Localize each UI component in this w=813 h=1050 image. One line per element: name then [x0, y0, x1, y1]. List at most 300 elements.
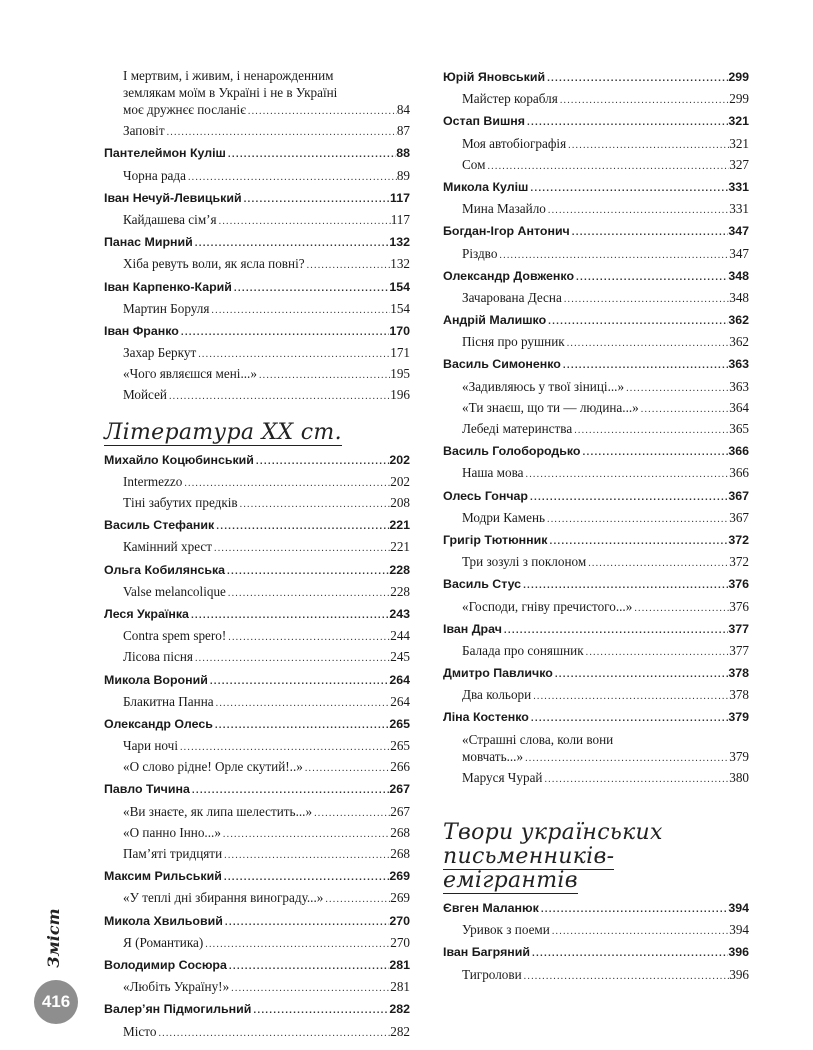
toc-author-entry[interactable] — [443, 442, 749, 465]
toc-work-entry[interactable] — [443, 749, 749, 770]
toc-author-entry[interactable] — [443, 311, 749, 334]
work-title: Я (Романтика) — [123, 934, 204, 950]
toc-work-entry[interactable] — [104, 387, 410, 408]
dot-leader — [530, 948, 728, 959]
dot-leader — [561, 360, 728, 371]
toc-right-section-list — [443, 899, 749, 988]
dot-leader — [223, 917, 389, 928]
dot-leader — [566, 140, 729, 151]
page-number: 367 — [729, 509, 749, 525]
author-name: Валер’ян Підмогильний — [104, 1002, 252, 1017]
author-name: Олександр Довженко — [443, 268, 575, 283]
page-number: 267 — [389, 782, 410, 797]
page-number: 299 — [729, 91, 749, 107]
author-name: Пантелеймон Куліш — [104, 146, 226, 161]
page-number: 196 — [390, 387, 410, 403]
page-number: 377 — [728, 621, 749, 636]
work-title: Три зозулі з поклоном — [462, 554, 587, 570]
work-title: Хіба ревуть воли, як ясла повні? — [123, 256, 305, 272]
page-number: 269 — [390, 890, 410, 906]
dot-leader — [305, 260, 391, 271]
work-title: Valse melancolique — [123, 583, 226, 599]
dot-leader — [193, 238, 390, 249]
toc-work-entry[interactable] — [104, 628, 410, 649]
page-number: 363 — [728, 357, 749, 372]
toc-author-entry[interactable] — [104, 451, 410, 474]
toc-work-entry[interactable] — [443, 554, 749, 575]
work-title: «О панно Інно...» — [123, 824, 221, 840]
section-title-20th-century — [104, 421, 410, 445]
toc-work-entry[interactable] — [443, 246, 749, 267]
dot-leader — [546, 316, 728, 327]
dot-leader — [226, 588, 390, 599]
page-number: 281 — [389, 957, 410, 972]
dot-leader — [242, 194, 390, 205]
toc-author-entry[interactable] — [443, 267, 749, 290]
dot-leader — [528, 183, 728, 194]
toc-entry-title: землякам моїм в Україні і не в Україні — [123, 85, 338, 100]
page-number: 265 — [389, 716, 410, 731]
toc-work-entry[interactable] — [104, 804, 410, 825]
dot-leader — [232, 283, 389, 294]
dot-leader — [229, 983, 390, 994]
work-title: «Ти знаєш, що ти — людина...» — [462, 399, 639, 415]
toc-author-entry[interactable] — [443, 112, 749, 135]
page-number: 87 — [396, 123, 410, 139]
dot-leader — [624, 383, 729, 394]
dot-leader — [226, 149, 396, 160]
dot-leader — [303, 763, 390, 774]
dot-leader — [178, 742, 390, 753]
dot-leader — [502, 625, 728, 636]
dot-leader — [209, 305, 390, 316]
work-title: Захар Беркут — [123, 345, 197, 361]
toc-author-entry[interactable] — [443, 943, 749, 966]
work-title: Лебеді материнства — [462, 421, 573, 436]
dot-leader — [528, 492, 728, 503]
page-number: 265 — [390, 738, 410, 754]
toc-work-entry[interactable] — [104, 495, 410, 516]
page-number: 245 — [390, 649, 410, 665]
author-name: Максим Рильський — [104, 869, 222, 884]
toc-work-entry[interactable] — [443, 379, 749, 400]
toc-author-entry[interactable] — [443, 178, 749, 201]
dot-leader — [196, 349, 390, 360]
work-title: Камінний хрест — [123, 539, 212, 555]
toc-author-entry[interactable] — [443, 355, 749, 378]
toc-work-entry[interactable] — [443, 334, 749, 355]
toc-right-top-list — [443, 68, 749, 791]
dot-leader — [545, 514, 729, 525]
author-name: Євген Маланюк — [443, 901, 539, 915]
page-number: 376 — [729, 598, 749, 614]
page-number: 321 — [728, 114, 749, 129]
toc-work-entry[interactable] — [104, 694, 410, 715]
toc-entry-title-line — [104, 85, 410, 102]
toc-work-entry[interactable] — [104, 123, 410, 144]
page-number: 376 — [728, 577, 749, 592]
dot-leader — [539, 904, 729, 915]
author-name: Олесь Гончар — [443, 488, 528, 503]
toc-work-entry[interactable] — [443, 465, 749, 486]
toc-entry-title: «Страшні слова, коли вони — [462, 731, 614, 747]
author-name: Іван Нечуй-Левицький — [104, 190, 242, 205]
toc-work-entry[interactable] — [443, 922, 749, 943]
dot-leader — [584, 647, 730, 658]
page-number: 154 — [389, 279, 410, 294]
dot-leader — [550, 926, 729, 937]
toc-work-entry[interactable] — [104, 301, 410, 322]
toc-entry-title: І мертвим, і живим, і ненарожденним — [123, 68, 334, 83]
dot-leader — [497, 250, 729, 261]
toc-work-entry[interactable] — [104, 366, 410, 387]
toc-author-entry[interactable] — [104, 715, 410, 738]
dot-leader — [586, 558, 729, 569]
author-name: Василь Симоненко — [443, 357, 561, 372]
dot-leader — [208, 676, 389, 687]
page-number: 367 — [728, 488, 749, 503]
dot-leader — [632, 603, 729, 614]
dot-leader — [189, 610, 389, 621]
work-title: Уривок з поеми — [462, 922, 550, 938]
dot-leader — [257, 370, 390, 381]
author-name: Леся Українка — [104, 606, 189, 621]
work-title: Тіні забутих предків — [123, 495, 238, 510]
page-number: 379 — [729, 748, 749, 764]
work-title: Пісня про рушник — [462, 334, 565, 350]
toc-entry-title-line — [443, 732, 749, 749]
toc-work-entry[interactable] — [443, 290, 749, 311]
toc-author-entry[interactable] — [443, 222, 749, 245]
toc-left-column — [104, 68, 410, 1045]
dot-leader — [203, 939, 390, 950]
toc-author-entry[interactable] — [104, 144, 410, 167]
page-number: 244 — [390, 628, 410, 644]
work-title: мовчать...» — [462, 748, 524, 764]
dot-leader — [246, 106, 397, 117]
toc-work-entry[interactable] — [443, 421, 749, 442]
dot-leader — [214, 698, 391, 709]
dot-leader — [522, 971, 730, 982]
toc-work-entry[interactable] — [104, 168, 410, 189]
toc-author-entry[interactable] — [104, 605, 410, 628]
dot-leader — [167, 391, 390, 402]
page-number: 270 — [389, 913, 410, 928]
page-number: 117 — [390, 190, 410, 205]
dot-leader — [545, 73, 728, 84]
dot-leader — [225, 566, 389, 577]
page-number: 228 — [390, 583, 410, 599]
toc-work-entry[interactable] — [443, 157, 749, 178]
page-number-badge: 416 — [34, 980, 78, 1024]
work-title: Два кольори — [462, 687, 532, 703]
work-title: Моя автобіографія — [462, 135, 567, 151]
work-title: Різдво — [462, 245, 498, 261]
author-name: Григір Тютюнник — [443, 532, 548, 547]
page-number: 378 — [729, 687, 749, 703]
page-number: 394 — [728, 901, 749, 915]
toc-work-entry[interactable] — [443, 510, 749, 531]
toc-work-entry[interactable] — [104, 539, 410, 560]
dot-leader — [312, 808, 390, 819]
page-number: 364 — [729, 399, 749, 415]
page-number: 327 — [729, 156, 749, 172]
page-number: 117 — [390, 211, 410, 227]
work-title: Contra spem spero! — [123, 628, 227, 644]
dot-leader — [558, 95, 729, 106]
page-number: 281 — [390, 979, 410, 995]
page-number: 170 — [389, 323, 410, 338]
page-number: 270 — [390, 934, 410, 950]
dot-leader — [227, 961, 389, 972]
author-name: Юрій Яновський — [443, 70, 546, 84]
work-title: Блакитна Панна — [123, 693, 214, 709]
dot-leader — [581, 447, 729, 458]
page-number: 268 — [390, 846, 410, 861]
toc-work-entry[interactable] — [104, 584, 410, 605]
dot-leader — [323, 894, 390, 905]
work-title: «Господи, гніву пречистого...» — [462, 598, 633, 614]
page-number: 331 — [728, 179, 749, 194]
page-number: 171 — [390, 345, 410, 361]
page-number: 396 — [728, 945, 749, 960]
work-title: Лісова пісня — [123, 649, 193, 665]
dot-leader — [639, 404, 729, 415]
toc-author-entry[interactable] — [104, 956, 410, 979]
toc-author-entry[interactable] — [104, 1000, 410, 1023]
toc-work-entry[interactable] — [104, 846, 410, 867]
toc-work-entry[interactable] — [104, 474, 410, 495]
toc-author-entry[interactable] — [443, 531, 749, 554]
toc-author-entry[interactable] — [443, 68, 749, 91]
author-name: Іван Франко — [104, 323, 179, 338]
toc-work-entry[interactable] — [104, 759, 410, 780]
toc-work-entry[interactable] — [104, 256, 410, 277]
work-title: Чари ночі — [123, 738, 178, 754]
dot-leader — [529, 713, 728, 724]
toc-author-entry[interactable] — [104, 189, 410, 212]
toc-author-entry[interactable] — [104, 867, 410, 890]
toc-work-entry[interactable] — [104, 890, 410, 911]
page-number: 221 — [389, 518, 410, 533]
toc-left-top-list — [104, 68, 410, 409]
section-title-emigrants — [443, 821, 749, 893]
work-title: Кайдашева сім’я — [123, 211, 217, 227]
page-number: 347 — [728, 224, 749, 239]
page-number: 377 — [729, 642, 749, 658]
author-name: Микола Хвильовий — [104, 913, 223, 928]
dot-leader — [524, 469, 730, 480]
dot-leader — [221, 829, 390, 840]
page-number: 267 — [390, 803, 410, 819]
page-number: 89 — [396, 167, 410, 183]
page-number: 378 — [728, 666, 749, 681]
dot-leader — [553, 669, 729, 680]
work-title: Наша мова — [462, 465, 524, 481]
toc-work-entry[interactable] — [104, 649, 410, 670]
toc-work-entry[interactable] — [104, 935, 410, 956]
work-title: Чорна рада — [123, 167, 186, 183]
page-number: 243 — [389, 606, 410, 621]
author-name: Василь Стус — [443, 577, 522, 592]
toc-work-entry[interactable] — [443, 687, 749, 708]
page-number: 348 — [729, 289, 749, 305]
dot-leader — [217, 216, 391, 227]
page-number: 132 — [390, 256, 410, 272]
work-title: Заповіт — [123, 123, 165, 139]
page-number: 264 — [389, 672, 410, 687]
author-name: Павло Тичина — [104, 782, 190, 797]
page-number: 362 — [729, 334, 749, 350]
dot-leader — [251, 1005, 389, 1016]
work-title: Мартин Боруля — [123, 300, 210, 316]
toc-author-entry[interactable] — [104, 671, 410, 694]
section-title-text: Література ХХ ст. — [104, 419, 342, 445]
dot-leader — [156, 1028, 390, 1039]
toc-left-section-list — [104, 451, 410, 1045]
author-name: Микола Вороний — [104, 672, 208, 687]
work-title: Балада про соняшник — [462, 642, 584, 658]
toc-work-entry[interactable] — [443, 599, 749, 620]
dot-leader — [179, 327, 389, 338]
work-title: Тигролови — [462, 966, 522, 982]
dot-leader — [547, 536, 728, 547]
toc-author-entry[interactable] — [104, 780, 410, 803]
author-name: Іван Багряний — [443, 945, 531, 960]
dot-leader — [226, 632, 390, 643]
toc-work-entry[interactable] — [443, 770, 749, 791]
page-number: 228 — [389, 562, 410, 577]
toc-author-entry[interactable] — [443, 899, 749, 922]
page-number: 202 — [389, 452, 410, 467]
dot-leader — [574, 272, 728, 283]
work-title: Intermezzo — [123, 473, 183, 489]
author-name: Андрій Малишко — [443, 313, 547, 328]
page-number: 132 — [389, 235, 410, 250]
toc-work-entry[interactable] — [104, 825, 410, 846]
toc-work-entry[interactable] — [443, 91, 749, 112]
dot-leader — [521, 580, 728, 591]
page-number: 396 — [729, 966, 749, 982]
work-title: «У теплі дні збирання винограду...» — [123, 890, 324, 906]
toc-author-entry[interactable] — [104, 322, 410, 345]
work-title: Майстер корабля — [462, 91, 558, 107]
toc-author-entry[interactable] — [104, 561, 410, 584]
dot-leader — [222, 872, 389, 883]
page-number: 269 — [389, 869, 410, 884]
work-title: Модри Камень — [462, 509, 546, 525]
dot-leader — [213, 720, 389, 731]
toc-author-entry[interactable] — [443, 487, 749, 510]
work-title: «Задивляюсь у твої зіниці...» — [462, 378, 625, 394]
dot-leader — [254, 456, 389, 467]
side-section-label: Зміст — [44, 908, 63, 968]
author-name: Панас Мирний — [104, 235, 193, 250]
toc-author-entry[interactable] — [443, 664, 749, 687]
author-name: Ліна Костенко — [443, 710, 529, 725]
page-number: 372 — [728, 532, 749, 547]
dot-leader — [222, 850, 390, 861]
work-title: Зачарована Десна — [462, 289, 562, 305]
toc-work-entry[interactable] — [443, 400, 749, 421]
toc-work-entry[interactable] — [104, 212, 410, 233]
dot-leader — [570, 227, 729, 238]
page-number: 366 — [729, 465, 749, 481]
author-name: Олександр Олесь — [104, 716, 213, 731]
page-number: 347 — [729, 245, 749, 261]
dot-leader — [562, 294, 729, 305]
toc-work-entry[interactable] — [443, 201, 749, 222]
section-title-line: Твори українських — [443, 820, 663, 845]
page-number: 365 — [729, 421, 749, 436]
page-number: 299 — [728, 70, 749, 84]
work-title: Мина Мазайло — [462, 201, 546, 217]
toc-work-entry[interactable] — [443, 643, 749, 664]
toc-work-entry[interactable] — [443, 136, 749, 157]
page-number: 84 — [396, 102, 410, 117]
author-name: Дмитро Павличко — [443, 666, 553, 681]
toc-author-entry[interactable] — [104, 516, 410, 539]
work-title: «Ви знаєте, як липа шелестить...» — [123, 803, 313, 819]
dot-leader — [212, 543, 390, 554]
page-number: 154 — [390, 300, 410, 316]
page-number: 366 — [728, 444, 749, 459]
toc-work-entry[interactable] — [443, 967, 749, 988]
toc-author-entry[interactable] — [104, 278, 410, 301]
page-number: 202 — [390, 473, 410, 489]
author-name: Богдан-Ігор Антонич — [443, 224, 570, 239]
toc-work-entry[interactable] — [104, 979, 410, 1000]
dot-leader — [186, 172, 397, 183]
toc-author-entry[interactable] — [443, 708, 749, 731]
author-name: Іван Драч — [443, 621, 502, 636]
section-title-line: письменників-емігрантів — [443, 844, 615, 893]
toc-work-entry[interactable] — [104, 1024, 410, 1045]
author-name: Володимир Сосюра — [104, 957, 227, 972]
work-title: Сом — [462, 156, 486, 172]
dot-leader — [525, 117, 728, 128]
toc-author-entry[interactable] — [443, 575, 749, 598]
page-number: 282 — [389, 1002, 410, 1017]
toc-author-entry[interactable] — [443, 620, 749, 643]
page-number: 363 — [729, 378, 749, 394]
page-number: 372 — [729, 554, 749, 570]
toc-right-column — [443, 68, 749, 988]
toc-work-entry[interactable] — [104, 738, 410, 759]
author-name: Василь Стефаник — [104, 518, 215, 533]
toc-work-entry[interactable] — [104, 345, 410, 366]
work-title: Мойсей — [123, 387, 167, 403]
author-name: Михайло Коцюбинський — [104, 452, 254, 467]
page-number: 264 — [390, 693, 410, 709]
toc-author-entry[interactable] — [104, 233, 410, 256]
page-number: 394 — [729, 922, 749, 938]
work-title: моє дружнєє посланіє — [123, 102, 246, 117]
dot-leader — [193, 653, 390, 664]
dot-leader — [542, 774, 729, 785]
work-title: Пам’яті тридцяти — [123, 846, 223, 861]
page-number: 195 — [390, 366, 410, 382]
page-number: 282 — [390, 1023, 410, 1039]
dot-leader — [565, 338, 730, 349]
work-title: «О слово рідне! Орле скутий!..» — [123, 759, 303, 775]
author-name: Ольга Кобилянська — [104, 562, 226, 577]
dot-leader — [182, 478, 390, 489]
toc-author-entry[interactable] — [104, 912, 410, 935]
page-number: 221 — [390, 539, 410, 555]
toc-work-entry[interactable] — [104, 102, 410, 123]
toc-entry-title-line — [104, 68, 410, 85]
